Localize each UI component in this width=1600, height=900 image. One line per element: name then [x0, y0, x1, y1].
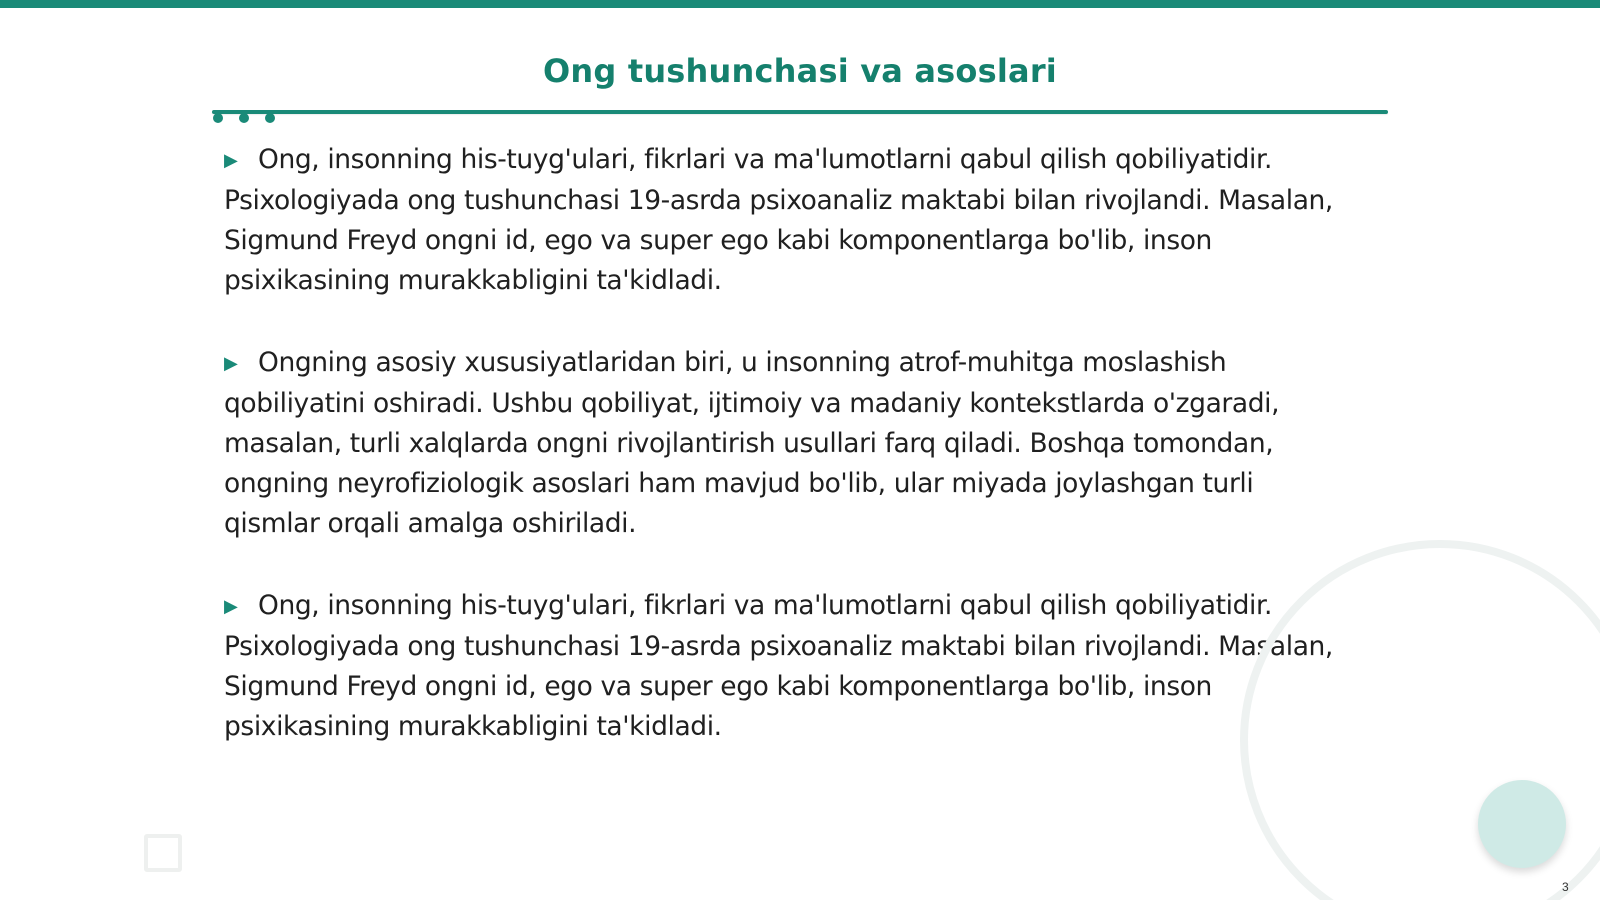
slide-body — [224, 140, 1344, 789]
page-number: 3 — [1562, 880, 1569, 894]
paragraph-text: Ong, insonning his-tuyg'ulari, fikrlari va ma'lumotlarni qabul qilish qobiliyatidir. Psixologiyada ong tushunchasi 19-asrda psixoanaliz maktabi bilan rivojlandi. Masalan, Sigmund Freyd ongni id, ego va super ego kabi komponentlarga bo'lib, inson psixikasining murakkabligini ta'kidladi. — [224, 144, 1333, 296]
decorative-dot — [265, 113, 275, 123]
decorative-dot — [239, 113, 249, 123]
slide-title: Ong tushunchasi va asoslari — [543, 52, 1057, 90]
paragraph-text: Ong, insonning his-tuyg'ulari, fikrlari va ma'lumotlarni qabul qilish qobiliyatidir. Psixologiyada ong tushunchasi 19-asrda psixoanaliz maktabi bilan rivojlandi. Masalan, Sigmund Freyd ongni id, ego va super ego kabi komponentlarga bo'lib, inson psixikasining murakkabligini ta'kidladi. — [224, 590, 1333, 742]
decorative-dot — [213, 113, 223, 123]
bullet-arrow-icon: ▶ — [224, 353, 238, 374]
bullet-paragraph — [224, 140, 1344, 301]
paragraph-text: Ongning asosiy xususiyatlaridan biri, u insonning atrof-muhitga moslashish qobiliyatini oshiradi. Ushbu qobiliyat, ijtimoiy va madaniy kontekstlarda o'zgaradi, masalan, turli xalqlarda ongni rivojlantirish usullari farq qiladi. Boshqa tomondan, ongning neyrofiziologik asoslari ham mavjud bo'lib, ular miyada joylashgan turli qismlar orqali amalga oshiriladi. — [224, 347, 1280, 539]
bullet-arrow-icon: ▶ — [224, 150, 238, 171]
bullet-paragraph — [224, 586, 1344, 747]
decorative-square — [144, 834, 182, 872]
title-underline — [212, 110, 1388, 114]
bullet-arrow-icon: ▶ — [224, 596, 238, 617]
decorative-circle — [1478, 780, 1566, 868]
bullet-paragraph — [224, 343, 1344, 544]
top-accent-bar — [0, 0, 1600, 8]
